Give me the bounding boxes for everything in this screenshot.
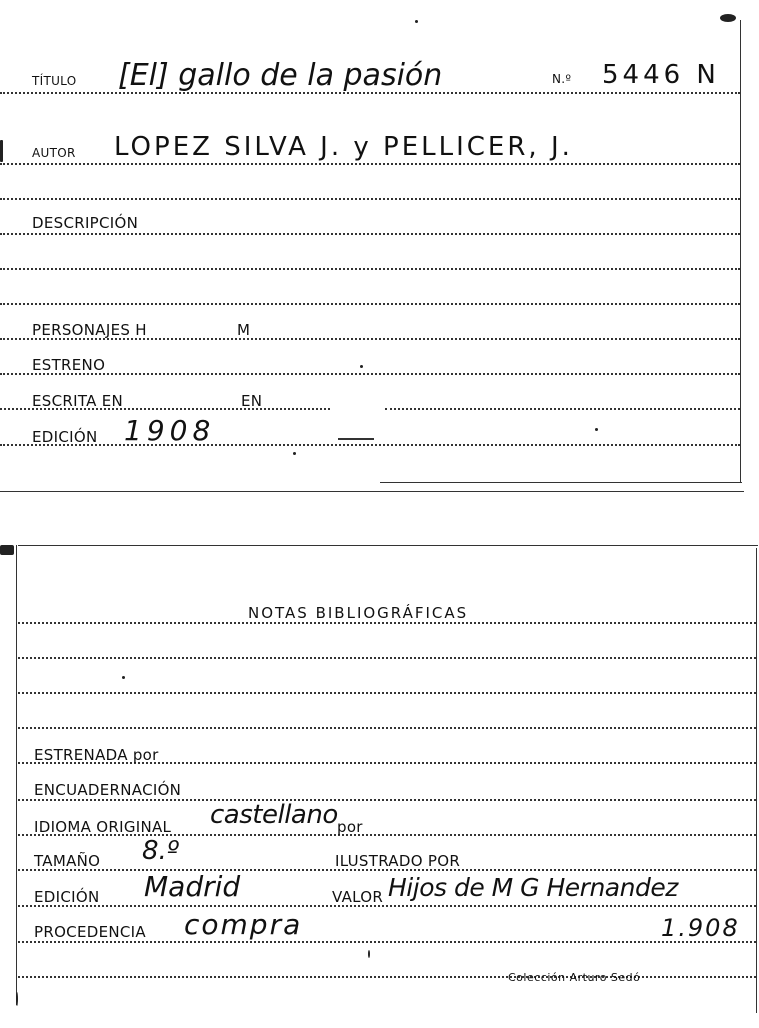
titulo-value: [El] gallo de la pasión [118,58,443,93]
card-bottom-left-border [16,545,17,1005]
idioma-label: IDIOMA ORIGINAL [34,818,172,836]
autor-value: LOPEZ SILVA J. y PELLICER, J. [114,132,573,162]
dotted-line [385,408,740,410]
personajes-label: PERSONAJES H [32,321,147,339]
ink-speck [16,992,18,1006]
dotted-line [0,233,740,235]
descripcion-label: DESCRIPCIÓN [32,214,139,232]
valor-label: VALOR [332,888,384,906]
dotted-line [18,976,756,978]
tamano-value: 8.º [142,836,180,866]
procedencia-value: compra [184,908,303,941]
estreno-label: ESTRENO [32,356,106,374]
card-bottom-right-border [756,548,757,1013]
numero-value: 5446 N [602,60,720,90]
procedencia-label: PROCEDENCIA [34,923,146,941]
card-bottom-top-border [18,545,758,546]
edicion-label: EDICIÓN [32,428,98,446]
card-top-bottom-border [0,491,744,492]
ink-speck [415,20,418,23]
idioma-value: castellano [210,800,338,830]
dotted-line [18,692,756,694]
edicion-label-2: EDICIÓN [34,888,100,906]
valor-value: Hijos de M G Hernandez [388,873,678,902]
card-top-right-border [740,20,741,482]
dotted-line [18,941,756,943]
dotted-line [18,657,756,659]
dotted-line [0,198,740,200]
dotted-line [0,303,740,305]
dotted-line [0,268,740,270]
tamano-label: TAMAÑO [34,852,101,870]
notas-heading: NOTAS BIBLIOGRÁFICAS [248,604,469,622]
ink-speck [0,545,14,555]
ink-speck [122,676,125,679]
dotted-line [0,444,740,446]
edicion-value-2: Madrid [144,870,241,903]
dotted-line [0,163,740,165]
ink-speck [360,365,363,368]
ink-speck [595,428,598,431]
ilustrado-label: ILUSTRADO POR [335,852,461,870]
autor-label: AUTOR [32,146,76,160]
titulo-label: TÍTULO [32,74,77,88]
escrita-label: ESCRITA EN [32,392,124,410]
procedencia-year: 1.908 [661,914,740,942]
ink-speck [368,950,370,958]
estrenada-label: ESTRENADA por [34,746,159,764]
edicion-value: 1908 [124,414,216,447]
encuadernacion-label: ENCUADERNACIÓN [34,781,182,799]
card-top-bottom-inner [380,482,742,483]
dotted-line [18,905,756,907]
dotted-line [18,727,756,729]
ink-speck [0,140,3,162]
numero-label: N.º [552,72,572,86]
dotted-line [18,799,756,801]
ink-speck [293,452,296,455]
coleccion-label: Colección Arturo Sedó [508,971,641,984]
dotted-line [18,622,756,624]
ink-speck [720,14,736,22]
dotted-line [0,373,740,375]
ink-stroke [338,438,374,440]
escrita-en-label: EN [241,392,263,410]
idioma-por-label: por [337,818,363,836]
personajes-m-label: M [237,321,251,339]
